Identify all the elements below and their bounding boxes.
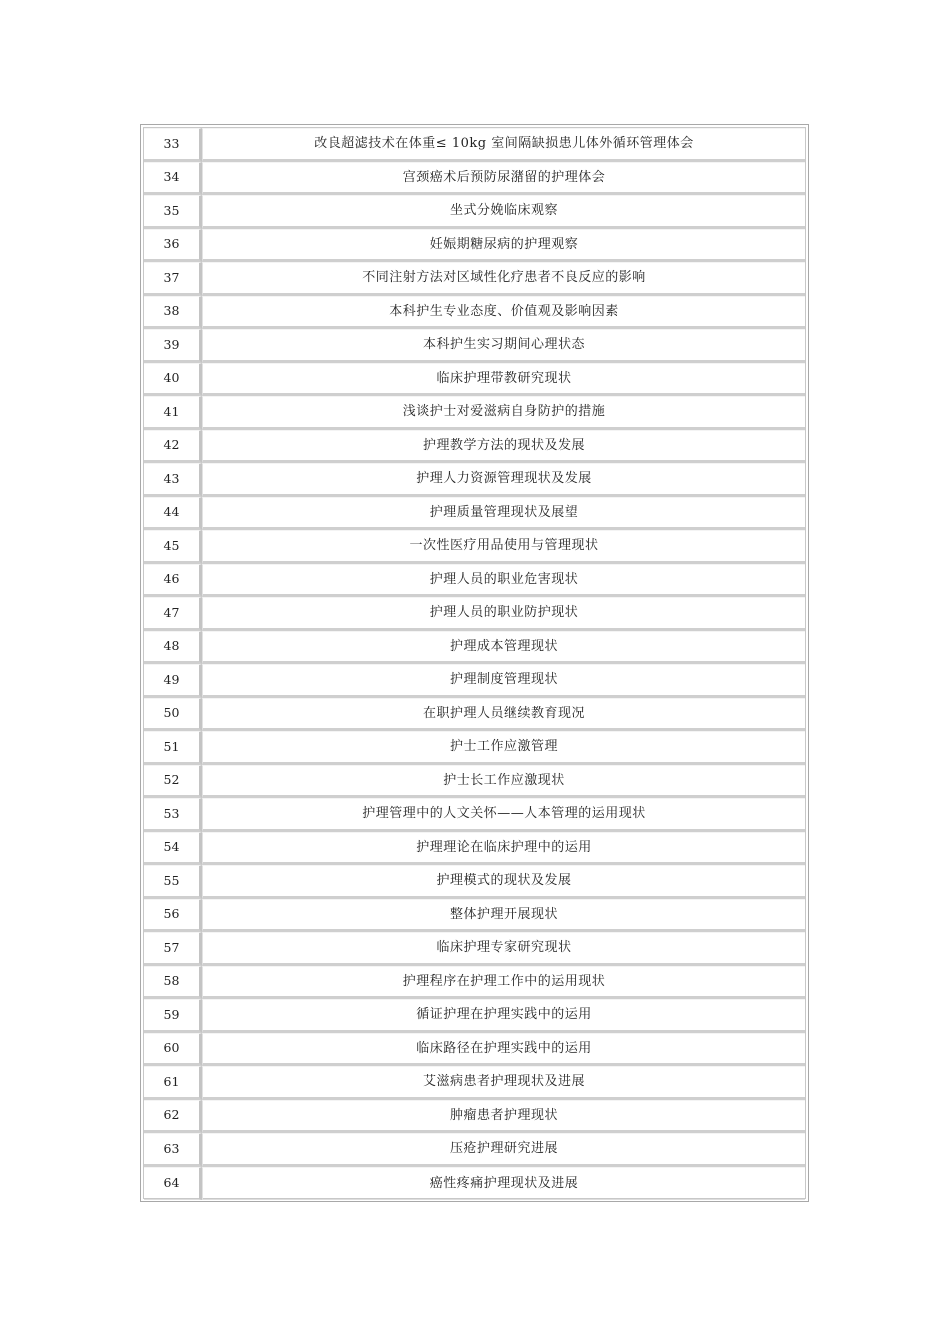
row-number-cell: 33 [144, 128, 202, 162]
topic-title-cell: 护士长工作应激现状 [202, 765, 805, 799]
row-number-cell: 38 [144, 296, 202, 330]
topic-title-cell: 护理模式的现状及发展 [202, 865, 805, 899]
row-number-cell: 46 [144, 564, 202, 598]
row-number-cell: 52 [144, 765, 202, 799]
topic-title-cell: 临床路径在护理实践中的运用 [202, 1033, 805, 1067]
row-number-cell: 62 [144, 1100, 202, 1134]
table-row [144, 698, 805, 732]
row-number-cell: 59 [144, 999, 202, 1033]
row-number-cell: 58 [144, 966, 202, 1000]
topic-title-cell: 护理理论在临床护理中的运用 [202, 832, 805, 866]
table-row [144, 329, 805, 363]
row-number-cell: 45 [144, 530, 202, 564]
topic-title-cell: 不同注射方法对区域性化疗患者不良反应的影响 [202, 262, 805, 296]
row-number-cell: 54 [144, 832, 202, 866]
row-number-cell: 34 [144, 162, 202, 196]
row-number-cell: 35 [144, 195, 202, 229]
topic-title-cell: 浅谈护士对爱滋病自身防护的措施 [202, 396, 805, 430]
topic-title-cell: 艾滋病患者护理现状及进展 [202, 1066, 805, 1100]
table-row [144, 128, 805, 162]
table-row [144, 731, 805, 765]
topic-title-cell: 护理质量管理现状及展望 [202, 497, 805, 531]
row-number-cell: 53 [144, 798, 202, 832]
topic-title-cell: 护理程序在护理工作中的运用现状 [202, 966, 805, 1000]
topic-title-cell: 临床护理带教研究现状 [202, 363, 805, 397]
table-row [144, 899, 805, 933]
table-row [144, 363, 805, 397]
topic-title-cell: 本科护生专业态度、价值观及影响因素 [202, 296, 805, 330]
row-number-cell: 48 [144, 631, 202, 665]
row-number-cell: 61 [144, 1066, 202, 1100]
row-number-cell: 37 [144, 262, 202, 296]
row-number-cell: 57 [144, 932, 202, 966]
topic-title-cell: 压疮护理研究进展 [202, 1133, 805, 1167]
topic-title-cell: 坐式分娩临床观察 [202, 195, 805, 229]
row-number-cell: 36 [144, 229, 202, 263]
row-number-cell: 49 [144, 664, 202, 698]
table-row [144, 932, 805, 966]
table-row [144, 1033, 805, 1067]
topic-title-cell: 临床护理专家研究现状 [202, 932, 805, 966]
row-number-cell: 40 [144, 363, 202, 397]
table-row [144, 865, 805, 899]
topic-title-cell: 护理管理中的人文关怀——人本管理的运用现状 [202, 798, 805, 832]
topic-title-cell: 宫颈癌术后预防尿潴留的护理体会 [202, 162, 805, 196]
topic-title-cell: 护理成本管理现状 [202, 631, 805, 665]
table-row [144, 162, 805, 196]
row-number-cell: 44 [144, 497, 202, 531]
table-row [144, 798, 805, 832]
table-row [144, 631, 805, 665]
topic-title-cell: 护理人员的职业防护现状 [202, 597, 805, 631]
topic-title-cell: 护理制度管理现状 [202, 664, 805, 698]
row-number-cell: 39 [144, 329, 202, 363]
topic-title-cell: 循证护理在护理实践中的运用 [202, 999, 805, 1033]
row-number-cell: 41 [144, 396, 202, 430]
topic-title-cell: 护理人力资源管理现状及发展 [202, 463, 805, 497]
row-number-cell: 47 [144, 597, 202, 631]
table-row [144, 497, 805, 531]
table-row [144, 463, 805, 497]
table-row [144, 999, 805, 1033]
table-row [144, 564, 805, 598]
topic-title-cell: 改良超滤技术在体重≤ 10kg 室间隔缺损患儿体外循环管理体会 [202, 128, 805, 162]
topic-title-cell: 在职护理人员继续教育现况 [202, 698, 805, 732]
row-number-cell: 50 [144, 698, 202, 732]
table-row [144, 530, 805, 564]
table-row [144, 765, 805, 799]
topic-title-cell: 整体护理开展现状 [202, 899, 805, 933]
topics-table [144, 128, 805, 1200]
table-row [144, 832, 805, 866]
row-number-cell: 56 [144, 899, 202, 933]
topic-title-cell: 一次性医疗用品使用与管理现状 [202, 530, 805, 564]
topic-title-cell: 护理教学方法的现状及发展 [202, 430, 805, 464]
row-number-cell: 64 [144, 1167, 202, 1201]
table-row [144, 597, 805, 631]
topic-title-cell: 妊娠期糖尿病的护理观察 [202, 229, 805, 263]
row-number-cell: 51 [144, 731, 202, 765]
topic-title-cell: 护士工作应激管理 [202, 731, 805, 765]
table-row [144, 664, 805, 698]
table-row [144, 1167, 805, 1201]
table-row [144, 1133, 805, 1167]
topic-title-cell: 护理人员的职业危害现状 [202, 564, 805, 598]
row-number-cell: 43 [144, 463, 202, 497]
table-row [144, 296, 805, 330]
table-row [144, 966, 805, 1000]
row-number-cell: 42 [144, 430, 202, 464]
topics-table-body [144, 128, 805, 1200]
table-row [144, 195, 805, 229]
topic-title-cell: 癌性疼痛护理现状及进展 [202, 1167, 805, 1201]
table-row [144, 396, 805, 430]
topic-title-cell: 肿瘤患者护理现状 [202, 1100, 805, 1134]
table-row [144, 262, 805, 296]
row-number-cell: 63 [144, 1133, 202, 1167]
row-number-cell: 60 [144, 1033, 202, 1067]
table-row [144, 1100, 805, 1134]
topic-title-cell: 本科护生实习期间心理状态 [202, 329, 805, 363]
table-row [144, 229, 805, 263]
table-row [144, 430, 805, 464]
table-row [144, 1066, 805, 1100]
topics-table-frame [140, 124, 809, 1202]
row-number-cell: 55 [144, 865, 202, 899]
